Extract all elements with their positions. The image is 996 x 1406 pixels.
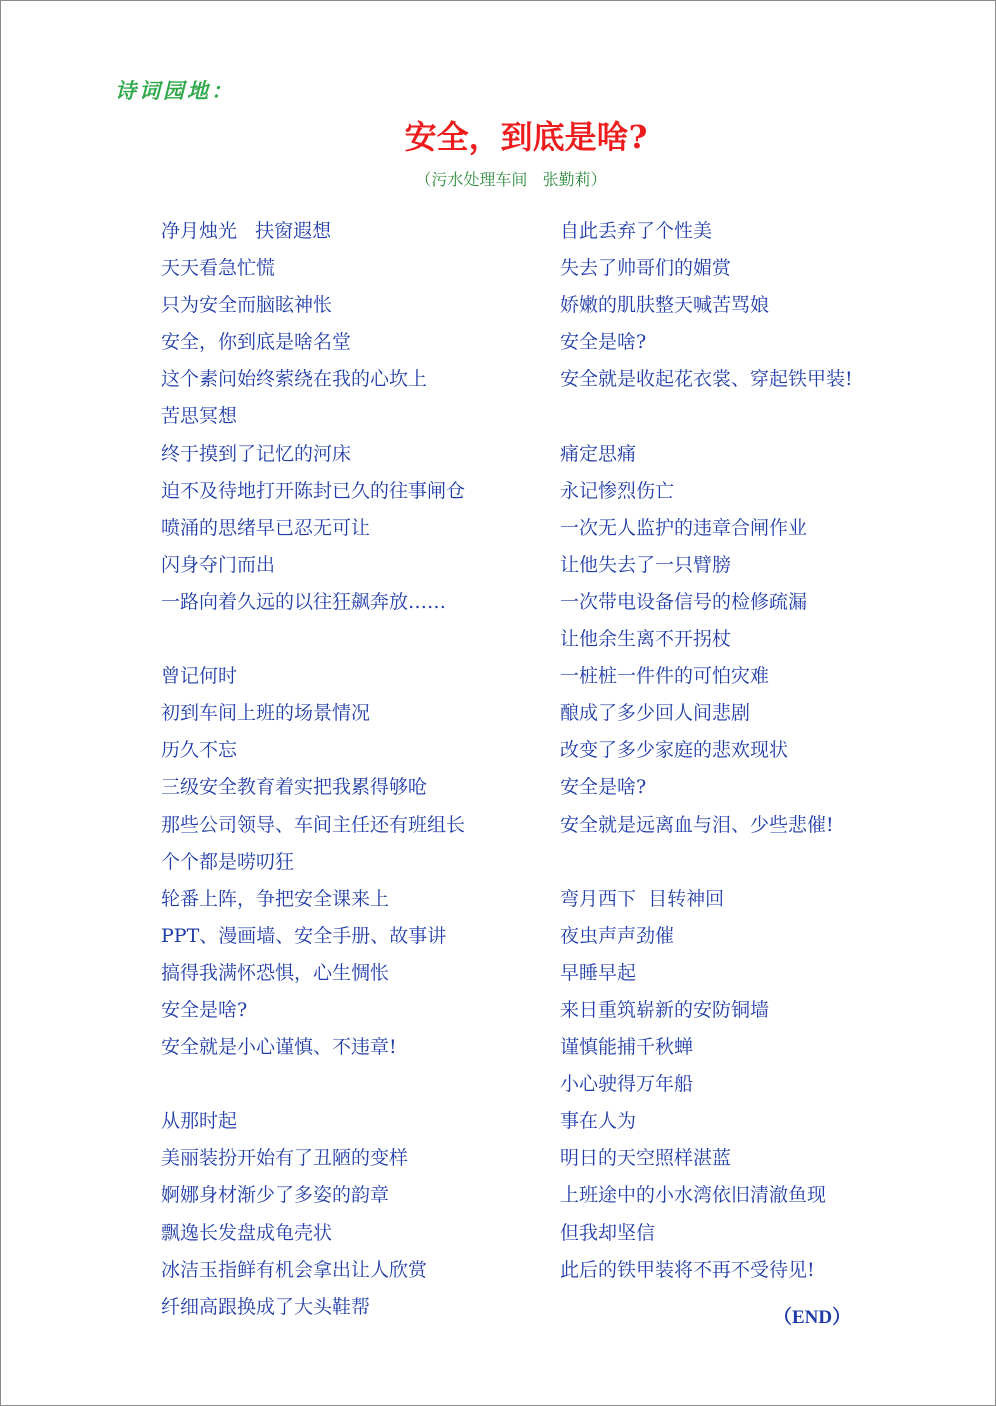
poem-line: 这个素问始终萦绕在我的心坎上 (161, 368, 428, 391)
poem-line: PPT、漫画墙、安全手册、故事讲 (161, 924, 447, 947)
poem-line: 改变了多少家庭的悲欢现状 (560, 739, 789, 762)
poem-line: 那些公司领导、车间主任还有班组长 (161, 813, 466, 836)
poem-title: 安全，到底是啥? (404, 118, 648, 156)
poem-line: 失去了帅哥们的媚赏 (560, 257, 732, 280)
poem-line: 只为安全而脑眩神怅 (161, 294, 333, 317)
poem-line: 历久不忘 (161, 739, 238, 762)
poem-line (560, 398, 950, 435)
poem-line: 一桩桩一件件的可怕灾难 (560, 665, 770, 688)
poem-line (161, 621, 551, 658)
poem-line: 天天看急忙慌 (161, 257, 276, 280)
poem-line: 此后的铁甲装将不再不受待见! (560, 1258, 815, 1281)
poem-line: 迫不及待地打开陈封已久的往事闸仓 (161, 479, 466, 502)
poem-line: 喷涌的思绪早已忍无可让 (161, 516, 371, 539)
poem-line: 个个都是唠叨狂 (161, 850, 295, 873)
poem-line: 来日重筑崭新的安防铜墙 (560, 998, 770, 1021)
poem-line: 三级安全教育着实把我累得够呛 (161, 776, 428, 799)
poem-line: 轮番上阵，争把安全课来上 (161, 887, 390, 910)
poem-line: 永记惨烈伤亡 (560, 479, 675, 502)
end-mark: （END） (773, 1307, 852, 1328)
poem-right-column (560, 213, 950, 1289)
poem-line: 苦思冥想 (161, 405, 238, 428)
poem-line: 一次无人监护的违章合闸作业 (560, 516, 808, 539)
poem-line: 安全是啥? (560, 331, 647, 354)
author-byline: （污水处理车间 张勤莉） (415, 170, 607, 189)
poem-line: 初到车间上班的场景情况 (161, 702, 371, 725)
poem-line: 娇嫩的肌肤整天喊苦骂娘 (560, 294, 770, 317)
poem-line: 净月烛光 扶窗遐想 (161, 220, 332, 242)
poem-line: 早睡早起 (560, 961, 637, 984)
poem-line: 终于摸到了记忆的河床 (161, 442, 352, 465)
poem-line: 飘逸长发盘成龟壳状 (161, 1221, 333, 1244)
poem-line: 安全就是小心谨慎、不违章! (161, 1036, 397, 1059)
poem-line: 让他余生离不开拐杖 (560, 628, 732, 651)
poem-line: 安全是啥? (560, 776, 647, 799)
poem-line: 安全就是收起花衣裳、穿起铁甲装! (560, 368, 853, 391)
poem-line: 酿成了多少回人间悲剧 (560, 702, 751, 725)
poem-line (161, 1066, 551, 1103)
poem-left-column (161, 213, 551, 1326)
poem-line: 一次带电设备信号的检修疏漏 (560, 590, 808, 613)
poem-line: 让他失去了一只臂膀 (560, 553, 732, 576)
poem-line: 一路向着久远的以往狂飙奔放…… (161, 590, 447, 613)
poem-line: 安全，你到底是啥名堂 (161, 331, 352, 354)
poem-line: 闪身夺门而出 (161, 553, 276, 576)
poem-line: 曾记何时 (161, 665, 238, 688)
poem-line: 明日的天空照样湛蓝 (560, 1147, 732, 1170)
poem-line (560, 844, 950, 881)
poem-line: 冰洁玉指鲜有机会拿出让人欣赏 (161, 1258, 428, 1281)
poem-line: 从那时起 (161, 1110, 238, 1133)
section-label: 诗词园地： (115, 78, 235, 103)
poem-line: 美丽装扮开始有了丑陋的变样 (161, 1147, 409, 1170)
poem-line: 上班途中的小水湾依旧清澈鱼现 (560, 1184, 827, 1207)
poem-line: 自此丢弃了个性美 (560, 220, 713, 242)
poem-line: 但我却坚信 (560, 1221, 656, 1244)
poem-line: 安全是啥? (161, 998, 248, 1021)
poem-line: 谨慎能捕千秋蝉 (560, 1036, 694, 1059)
poem-line: 安全就是远离血与泪、少些悲催! (560, 813, 834, 836)
poem-line: 小心驶得万年船 (560, 1073, 694, 1096)
poem-line: 弯月西下 目转神回 (560, 887, 725, 910)
poem-line: 婀娜身材渐少了多姿的韵章 (161, 1184, 390, 1207)
poem-line: 夜虫声声劲催 (560, 924, 675, 947)
poem-line: 纤细高跟换成了大头鞋帮 (161, 1295, 371, 1318)
poem-line: 事在人为 (560, 1110, 637, 1133)
poem-line: 痛定思痛 (560, 442, 637, 465)
poem-line: 搞得我满怀恐惧，心生惆怅 (161, 961, 390, 984)
